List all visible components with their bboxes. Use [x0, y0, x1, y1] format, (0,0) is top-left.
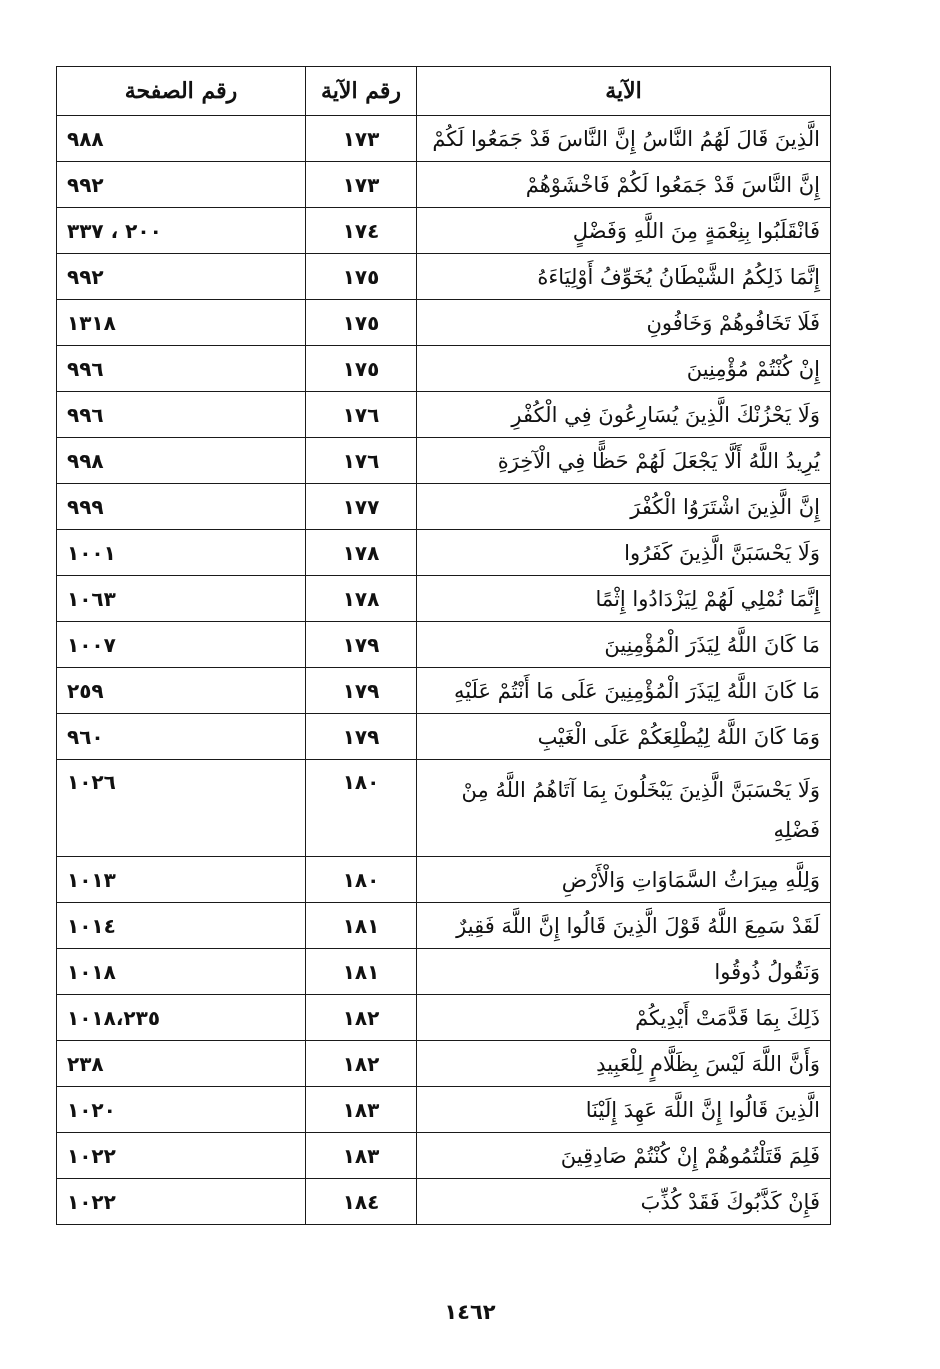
ayah-number-cell: ١٨٣: [306, 1087, 417, 1133]
ayah-number-cell: ١٧٧: [306, 484, 417, 530]
page-number-cell: ١٠٢٦: [57, 760, 306, 857]
table-row: [57, 1041, 831, 1087]
table-row: [57, 392, 831, 438]
ayah-number-cell: ١٧٩: [306, 714, 417, 760]
ayah-number-cell: ١٨٢: [306, 995, 417, 1041]
table-row: [57, 116, 831, 162]
page-number-cell: ٢٠٠ ، ٣٣٧: [57, 208, 306, 254]
page-number-cell: ١٠٦٣: [57, 576, 306, 622]
page-number-cell: ١٠٢٢: [57, 1179, 306, 1225]
table-row: [57, 162, 831, 208]
ayah-number-cell: ١٨١: [306, 903, 417, 949]
table-row: [57, 1087, 831, 1133]
table-row: [57, 1179, 831, 1225]
table-row: [57, 530, 831, 576]
table-row: [57, 208, 831, 254]
table-row: [57, 668, 831, 714]
verse-cell: إِنَّ النَّاسَ قَدْ جَمَعُوا لَكُمْ فَاخْشَوْهُمْ: [417, 162, 831, 208]
verse-cell: إِنَّ الَّذِينَ اشْتَرَوُا الْكُفْرَ: [417, 484, 831, 530]
header-page-number: رقم الصفحة: [57, 67, 306, 116]
verse-cell: وَلَا يَحْزُنْكَ الَّذِينَ يُسَارِعُونَ فِي الْكُفْرِ: [417, 392, 831, 438]
page-number-cell: ٩٦٠: [57, 714, 306, 760]
ayah-number-cell: ١٨٠: [306, 857, 417, 903]
ayah-number-cell: ١٧٦: [306, 438, 417, 484]
table-row: [57, 995, 831, 1041]
ayah-number-cell: ١٨٠: [306, 760, 417, 857]
page-number: ١٤٦٢: [444, 1300, 496, 1324]
ayah-number-cell: ١٨٤: [306, 1179, 417, 1225]
table-row: [57, 949, 831, 995]
page-number-cell: ١٣١٨: [57, 300, 306, 346]
table-row: [57, 760, 831, 857]
verse-cell: وَلَا يَحْسَبَنَّ الَّذِينَ يَبْخَلُونَ بِمَا آتَاهُمُ اللَّهُ مِنْ فَضْلِهِ: [417, 760, 831, 857]
ayah-number-cell: ١٨٣: [306, 1133, 417, 1179]
table-row: [57, 438, 831, 484]
table-row: [57, 714, 831, 760]
verse-cell: وَلِلَّهِ مِيرَاثُ السَّمَاوَاتِ وَالْأَرْضِ: [417, 857, 831, 903]
page-number-cell: ١٠٠١: [57, 530, 306, 576]
ayah-number-cell: ١٧٣: [306, 162, 417, 208]
verse-cell: وَنَقُولُ ذُوقُوا: [417, 949, 831, 995]
page-number-cell: ١٠٢٢: [57, 1133, 306, 1179]
table-row: [57, 484, 831, 530]
ayah-number-cell: ١٧٦: [306, 392, 417, 438]
table-row: [57, 254, 831, 300]
table-row: [57, 857, 831, 903]
page-number-cell: ١٠١٣: [57, 857, 306, 903]
verse-cell: وَمَا كَانَ اللَّهُ لِيُطْلِعَكُمْ عَلَى الْغَيْبِ: [417, 714, 831, 760]
ayah-number-cell: ١٧٨: [306, 530, 417, 576]
page-number-cell: ٢٣٨: [57, 1041, 306, 1087]
page-number-cell: ٩٩٢: [57, 162, 306, 208]
ayah-number-cell: ١٧٨: [306, 576, 417, 622]
header-verse: الآية: [417, 67, 831, 116]
verse-index-table: [56, 66, 831, 1225]
table-row: [57, 346, 831, 392]
table-row: [57, 622, 831, 668]
page-number-cell: ٩٨٨: [57, 116, 306, 162]
page-number-cell: ١٠١٨: [57, 949, 306, 995]
page-number-cell: ١٠١٤: [57, 903, 306, 949]
header-ayah-number: رقم الآية: [306, 67, 417, 116]
table-header: [57, 67, 831, 116]
page-number-cell: ٢٥٩: [57, 668, 306, 714]
verse-cell: إِنْ كُنْتُمْ مُؤْمِنِينَ: [417, 346, 831, 392]
verse-cell: لَقَدْ سَمِعَ اللَّهُ قَوْلَ الَّذِينَ قَالُوا إِنَّ اللَّهَ فَقِيرٌ: [417, 903, 831, 949]
ayah-number-cell: ١٧٥: [306, 300, 417, 346]
table-row: [57, 576, 831, 622]
page-number-cell: ٩٩٨: [57, 438, 306, 484]
verse-cell: إِنَّمَا نُمْلِي لَهُمْ لِيَزْدَادُوا إِثْمًا: [417, 576, 831, 622]
verse-cell: الَّذِينَ قَالَ لَهُمُ النَّاسُ إِنَّ النَّاسَ قَدْ جَمَعُوا لَكُمْ: [417, 116, 831, 162]
ayah-number-cell: ١٧٣: [306, 116, 417, 162]
verse-cell: يُرِيدُ اللَّهُ أَلَّا يَجْعَلَ لَهُمْ حَظًّا فِي الْآخِرَةِ: [417, 438, 831, 484]
page-number-cell: ٩٩٦: [57, 392, 306, 438]
ayah-number-cell: ١٧٩: [306, 668, 417, 714]
page-number-cell: ١٠٠٧: [57, 622, 306, 668]
table-row: [57, 1133, 831, 1179]
verse-cell: ذَلِكَ بِمَا قَدَّمَتْ أَيْدِيكُمْ: [417, 995, 831, 1041]
verse-cell: فَلَا تَخَافُوهُمْ وَخَافُونِ: [417, 300, 831, 346]
table-body: [57, 116, 831, 1225]
header-row: [57, 67, 831, 116]
verse-cell: فَلِمَ قَتَلْتُمُوهُمْ إِنْ كُنْتُمْ صَادِقِينَ: [417, 1133, 831, 1179]
verse-cell: إِنَّمَا ذَلِكُمُ الشَّيْطَانُ يُخَوِّفُ أَوْلِيَاءَهُ: [417, 254, 831, 300]
ayah-number-cell: ١٨١: [306, 949, 417, 995]
table-row: [57, 903, 831, 949]
page-number-cell: ٩٩٢: [57, 254, 306, 300]
ayah-number-cell: ١٧٤: [306, 208, 417, 254]
page-number-cell: ٩٩٩: [57, 484, 306, 530]
verse-cell: مَا كَانَ اللَّهُ لِيَذَرَ الْمُؤْمِنِينَ: [417, 622, 831, 668]
ayah-number-cell: ١٧٥: [306, 346, 417, 392]
page-number-cell: ١٠٢٠: [57, 1087, 306, 1133]
ayah-number-cell: ١٧٥: [306, 254, 417, 300]
verse-cell: وَأَنَّ اللَّهَ لَيْسَ بِظَلَّامٍ لِلْعَبِيدِ: [417, 1041, 831, 1087]
table-row: [57, 300, 831, 346]
page-number-cell: ٩٩٦: [57, 346, 306, 392]
verse-cell: وَلَا يَحْسَبَنَّ الَّذِينَ كَفَرُوا: [417, 530, 831, 576]
ayah-number-cell: ١٧٩: [306, 622, 417, 668]
verse-cell: فَانْقَلَبُوا بِنِعْمَةٍ مِنَ اللَّهِ وَفَضْلٍ: [417, 208, 831, 254]
ayah-number-cell: ١٨٢: [306, 1041, 417, 1087]
page-number-cell: ١٠١٨،٢٣٥: [57, 995, 306, 1041]
verse-cell: فَإِنْ كَذَّبُوكَ فَقَدْ كُذِّبَ: [417, 1179, 831, 1225]
verse-cell: مَا كَانَ اللَّهُ لِيَذَرَ الْمُؤْمِنِينَ عَلَى مَا أَنْتُمْ عَلَيْهِ: [417, 668, 831, 714]
verse-cell: الَّذِينَ قَالُوا إِنَّ اللَّهَ عَهِدَ إِلَيْنَا: [417, 1087, 831, 1133]
